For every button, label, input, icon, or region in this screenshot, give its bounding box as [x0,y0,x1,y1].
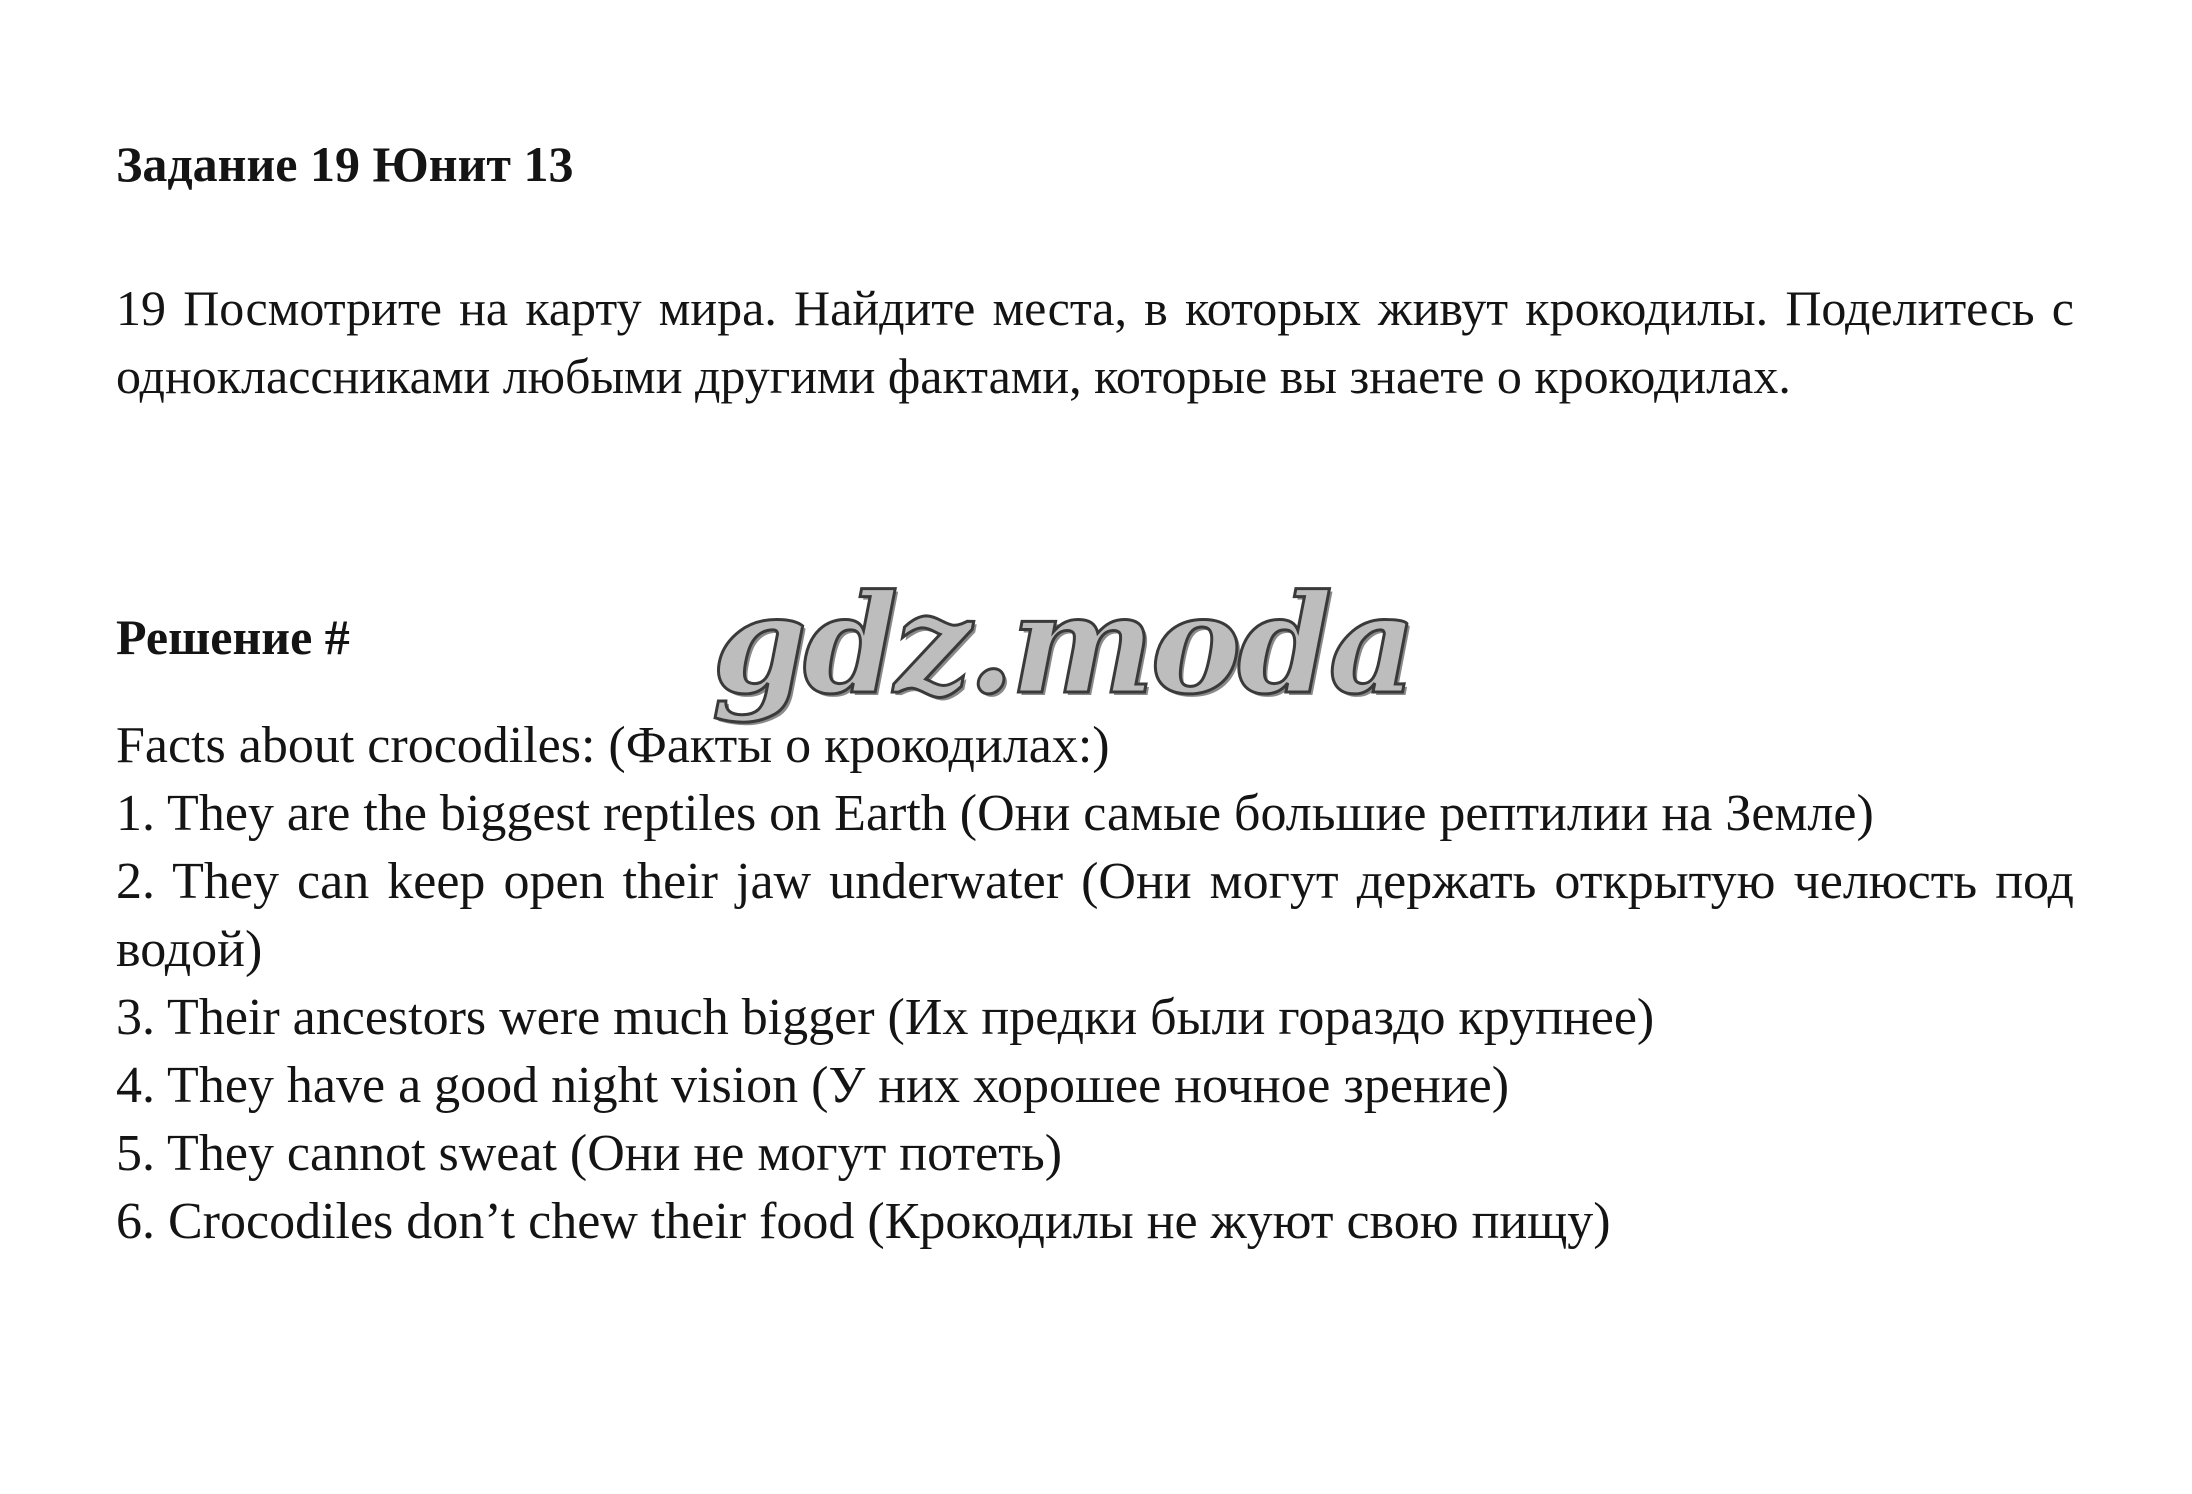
facts-section [116,712,2074,1256]
page-title: Задание 19 Юнит 13 [116,136,574,192]
fact-item: 6. Crocodiles don’t chew their food (Крокодилы не жуют свою пищу) [116,1193,1611,1250]
fact-item: 1. They are the biggest reptiles on Earth (Они самые большие рептилии на Земле) [116,785,1874,842]
solution-heading: Решение # [116,609,350,665]
fact-item: 3. Their ancestors were much bigger (Их предки были гораздо крупнее) [116,989,1655,1046]
fact-item: 4. They have a good night vision (У них хорошее ночное зрение) [116,1057,1510,1114]
fact-list [116,780,2074,1256]
watermark-logo: gdz.moda [712,565,1413,725]
task-text: 19 Посмотрите на карту мира. Найдите места, в которых живут крокодилы. Поделитесь с одноклассниками любыми другими фактами, которые вы знаете о крокодилах. [116,280,2074,404]
fact-item: 5. They cannot sweat (Они не могут потеть) [116,1125,1063,1182]
fact-item: 2. They can keep open their jaw underwater (Они могут держать открытую челюсть под водой) [116,853,2074,978]
facts-intro: Facts about crocodiles: (Факты о крокодилах:) [116,717,1110,774]
